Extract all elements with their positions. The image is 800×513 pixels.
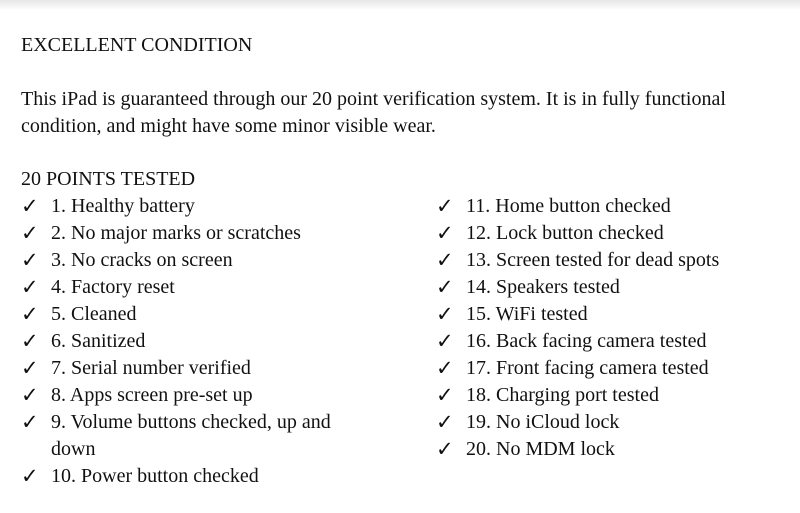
checklist-item-label: 18. Charging port tested bbox=[466, 384, 659, 406]
checkmark-icon: ✓ bbox=[436, 356, 454, 380]
checklist-item bbox=[436, 436, 796, 463]
checklist-item-label: 12. Lock button checked bbox=[466, 222, 664, 244]
checklist-right-column bbox=[436, 193, 796, 463]
checklist-item bbox=[436, 220, 796, 247]
checklist-item-label: 16. Back facing camera tested bbox=[466, 330, 707, 352]
checklist-item bbox=[436, 301, 796, 328]
checkmark-icon: ✓ bbox=[436, 221, 454, 245]
checklist-item-label: 1. Healthy battery bbox=[51, 195, 195, 217]
checklist-item-label: 11. Home button checked bbox=[466, 195, 671, 217]
checklist-item bbox=[21, 328, 401, 355]
checkmark-icon: ✓ bbox=[21, 275, 39, 299]
checkmark-icon: ✓ bbox=[21, 248, 39, 272]
checkmark-icon: ✓ bbox=[21, 194, 39, 218]
checklist-item-label: 8. Apps screen pre-set up bbox=[51, 384, 253, 406]
checkmark-icon: ✓ bbox=[436, 194, 454, 218]
section-title: 20 POINTS TESTED bbox=[21, 168, 196, 190]
condition-heading: EXCELLENT CONDITION bbox=[21, 34, 253, 56]
checkmark-icon: ✓ bbox=[436, 275, 454, 299]
checklist-item-label: 7. Serial number verified bbox=[51, 357, 251, 379]
checklist-item bbox=[21, 193, 401, 220]
description-line: condition, and might have some minor visible wear. bbox=[21, 115, 436, 137]
checklist-item-label: 13. Screen tested for dead spots bbox=[466, 249, 720, 271]
checklist-item-label: 3. No cracks on screen bbox=[51, 249, 233, 271]
checkmark-icon: ✓ bbox=[436, 302, 454, 326]
checklist-item-label: 10. Power button checked bbox=[51, 465, 259, 487]
checklist-item-label: 14. Speakers tested bbox=[466, 276, 620, 298]
checklist-item-label: 20. No MDM lock bbox=[466, 438, 615, 460]
checklist-item-label: 5. Cleaned bbox=[51, 303, 137, 325]
checklist-item-label: 19. No iCloud lock bbox=[466, 411, 620, 433]
checklist-item bbox=[21, 247, 401, 274]
description-line: This iPad is guaranteed through our 20 point verification system. It is in fully functional bbox=[21, 88, 726, 110]
checklist-item bbox=[21, 382, 401, 409]
checklist-item bbox=[21, 463, 401, 490]
checklist-left-column bbox=[21, 193, 401, 490]
checklist-item bbox=[436, 247, 796, 274]
checkmark-icon: ✓ bbox=[21, 302, 39, 326]
checkmark-icon: ✓ bbox=[436, 248, 454, 272]
checkmark-icon: ✓ bbox=[21, 464, 39, 488]
checklist-item bbox=[21, 274, 401, 301]
checkmark-icon: ✓ bbox=[21, 383, 39, 407]
checkmark-icon: ✓ bbox=[436, 383, 454, 407]
checklist-item bbox=[436, 274, 796, 301]
checklist-item-label: 9. Volume buttons checked, up and down bbox=[51, 411, 331, 460]
checklist-item-label: 15. WiFi tested bbox=[466, 303, 588, 325]
checklist-item bbox=[21, 355, 401, 382]
checkmark-icon: ✓ bbox=[436, 410, 454, 434]
checkmark-icon: ✓ bbox=[21, 410, 39, 434]
checkmark-icon: ✓ bbox=[436, 329, 454, 353]
checklist-item bbox=[436, 355, 796, 382]
checklist-item-label: 4. Factory reset bbox=[51, 276, 175, 298]
checklist-item-label: 17. Front facing camera tested bbox=[466, 357, 709, 379]
checklist-item bbox=[436, 409, 796, 436]
checkmark-icon: ✓ bbox=[21, 329, 39, 353]
checklist-item-label: 6. Sanitized bbox=[51, 330, 146, 352]
checklist-item bbox=[436, 328, 796, 355]
checkmark-icon: ✓ bbox=[21, 221, 39, 245]
checkmark-icon: ✓ bbox=[21, 356, 39, 380]
checklist-item bbox=[436, 193, 796, 220]
checklist-item bbox=[21, 301, 401, 328]
checklist-item-label: 2. No major marks or scratches bbox=[51, 222, 301, 244]
checklist-item bbox=[21, 220, 401, 247]
top-edge-shadow bbox=[0, 0, 800, 10]
checklist-item bbox=[21, 409, 401, 463]
checkmark-icon: ✓ bbox=[436, 437, 454, 461]
checklist-item bbox=[436, 382, 796, 409]
description bbox=[21, 86, 800, 140]
